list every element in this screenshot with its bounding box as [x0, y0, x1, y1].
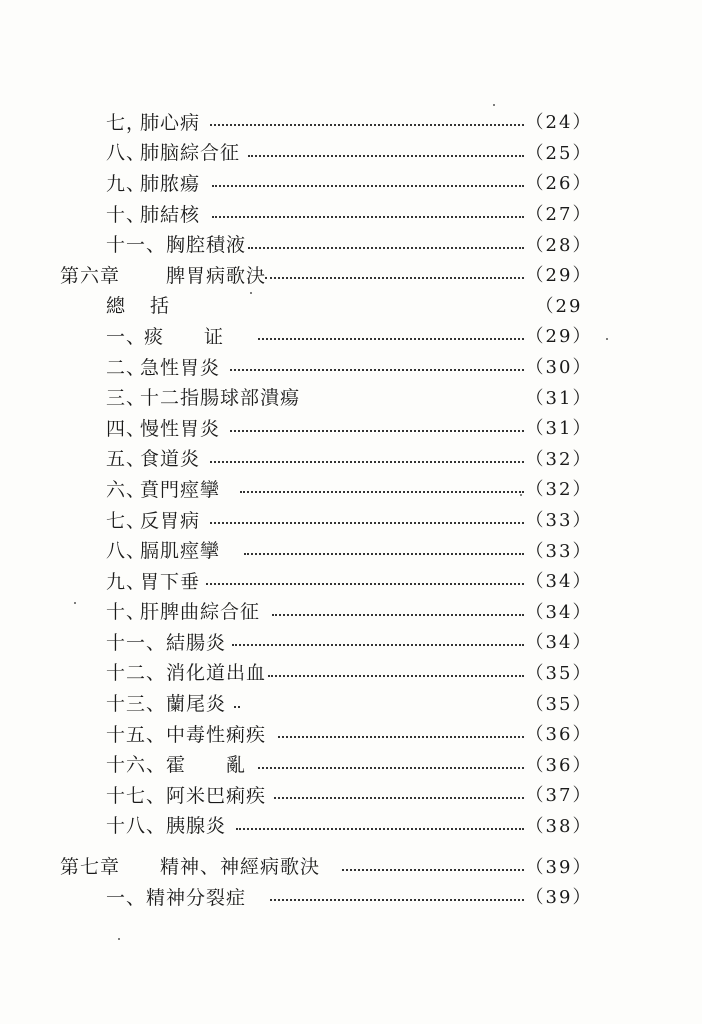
- entry-number: 七，: [106, 111, 147, 134]
- toc-entry[interactable]: [0, 810, 702, 841]
- toc-entry[interactable]: [0, 850, 702, 881]
- dot-leader: [210, 522, 524, 524]
- entry-title: 胰腺炎: [166, 815, 227, 838]
- entry-page-number: （29）: [525, 265, 593, 287]
- toc-entry[interactable]: [0, 504, 702, 535]
- dot-leader: [212, 185, 524, 187]
- entry-title: 蘭尾炎: [166, 693, 227, 716]
- entry-number: 十、: [106, 203, 147, 226]
- entry-number: 十二、: [106, 662, 167, 685]
- entry-title: 肺心病: [140, 111, 201, 134]
- entry-title: 痰 证: [144, 325, 225, 348]
- dot-leader: [232, 644, 524, 646]
- toc-entry[interactable]: [0, 565, 702, 596]
- entry-page-number: （36）: [525, 724, 593, 746]
- entry-page-number: （38）: [525, 815, 593, 837]
- entry-title: 十二指腸球部潰瘍: [140, 387, 301, 410]
- dot-leader: [268, 675, 524, 677]
- entry-page-number: （39）: [525, 856, 593, 878]
- dot-leader: [258, 338, 524, 340]
- speck: [118, 938, 120, 940]
- entry-page-number: （35）: [525, 662, 593, 684]
- dot-leader: [230, 369, 524, 371]
- dot-leader: [230, 430, 524, 432]
- entry-number: 十五、: [106, 723, 167, 746]
- entry-page-number: （29: [535, 295, 583, 317]
- toc-entry[interactable]: [0, 718, 702, 749]
- dot-leader: [258, 767, 524, 769]
- toc-entry[interactable]: [0, 259, 702, 290]
- entry-number: 十一、: [106, 234, 167, 257]
- dot-leader: [342, 869, 524, 871]
- toc-entry[interactable]: [0, 626, 702, 657]
- entry-number: 第六章: [60, 264, 121, 287]
- entry-page-number: （26）: [525, 173, 593, 195]
- dot-leader: [248, 155, 524, 157]
- toc-entry[interactable]: [0, 779, 702, 810]
- toc-entry[interactable]: [0, 228, 702, 259]
- toc-entry[interactable]: [0, 687, 702, 718]
- entry-page-number: （37）: [525, 785, 593, 807]
- entry-page-number: （24）: [525, 112, 593, 134]
- entry-title: 慢性胃炎: [140, 417, 221, 440]
- toc-entry[interactable]: [0, 748, 702, 779]
- entry-title: 霍 亂: [166, 754, 247, 777]
- entry-title: 結腸炎: [166, 631, 227, 654]
- entry-title: 賁門痙攣: [140, 478, 221, 501]
- entry-title: 肺結核: [140, 203, 201, 226]
- toc-entry[interactable]: [0, 534, 702, 565]
- toc-entry[interactable]: [0, 320, 702, 351]
- entry-page-number: （34）: [525, 632, 593, 654]
- entry-number: 十八、: [106, 815, 167, 838]
- toc-entry[interactable]: [0, 137, 702, 168]
- entry-page-number: （30）: [525, 357, 593, 379]
- toc-entry[interactable]: [0, 351, 702, 382]
- entry-number: 十三、: [106, 693, 167, 716]
- dot-leader: [210, 124, 524, 126]
- toc-entry[interactable]: [0, 412, 702, 443]
- entry-page-number: （27）: [525, 204, 593, 226]
- entry-page-number: （34）: [525, 601, 593, 623]
- toc-entry[interactable]: [0, 167, 702, 198]
- entry-number: 四、: [106, 417, 147, 440]
- entry-title: 消化道出血: [166, 662, 267, 685]
- entry-number: 總: [106, 295, 127, 318]
- speck: [493, 104, 495, 106]
- dot-leader: [236, 828, 524, 830]
- speck: [520, 494, 522, 496]
- entry-page-number: （39）: [525, 887, 593, 909]
- entry-title: 括: [150, 295, 171, 318]
- entry-page-number: （32）: [525, 479, 593, 501]
- dot-leader: [265, 277, 524, 279]
- entry-page-number: （29）: [525, 326, 593, 348]
- dot-leader: [244, 553, 524, 555]
- entry-title: 胸腔積液: [166, 234, 247, 257]
- entry-title: 肺脑綜合征: [140, 142, 241, 165]
- entry-title: 中毒性痢疾: [166, 723, 267, 746]
- toc-entry[interactable]: [0, 473, 702, 504]
- toc-entry[interactable]: [0, 381, 702, 412]
- speck: [250, 292, 252, 294]
- dot-leader: [212, 216, 524, 218]
- entry-page-number: （25）: [525, 142, 593, 164]
- entry-number: 八、: [106, 540, 147, 563]
- dot-leader: [240, 491, 524, 493]
- entry-page-number: （28）: [525, 234, 593, 256]
- entry-number: 九、: [106, 172, 147, 195]
- entry-number: 十六、: [106, 754, 167, 777]
- entry-page-number: （36）: [525, 754, 593, 776]
- entry-page-number: （33）: [525, 510, 593, 532]
- entry-number: 六、: [106, 478, 147, 501]
- entry-title: 食道炎: [140, 448, 201, 471]
- entry-title: 急性胃炎: [140, 356, 221, 379]
- table-of-contents: [0, 106, 702, 911]
- dot-leader: [248, 247, 524, 249]
- entry-number: 一、: [106, 886, 147, 909]
- entry-number: 二、: [106, 356, 147, 379]
- dot-leader: [206, 583, 524, 585]
- entry-page-number: （31）: [525, 418, 593, 440]
- entry-title: 阿米巴痢疾: [166, 784, 267, 807]
- entry-title: 反胃病: [140, 509, 201, 532]
- entry-number: 八、: [106, 142, 147, 165]
- dot-leader: [210, 461, 524, 463]
- entry-number: 三、: [106, 387, 147, 410]
- dot-leader: [272, 614, 524, 616]
- entry-page-number: （34）: [525, 571, 593, 593]
- entry-title: 脾胃病歌決: [166, 264, 267, 287]
- toc-entry[interactable]: [0, 443, 702, 474]
- entry-title: 精神、神經病歌決: [160, 856, 321, 879]
- dot-leader: [270, 899, 524, 901]
- entry-title: 肺脓瘍: [140, 172, 201, 195]
- dot-leader: [234, 706, 240, 708]
- dot-leader: [278, 736, 524, 738]
- entry-title: 精神分裂症: [146, 886, 247, 909]
- entry-number: 第七章: [60, 856, 121, 879]
- toc-entry[interactable]: [0, 881, 702, 912]
- entry-number: 九、: [106, 570, 147, 593]
- toc-entry[interactable]: [0, 657, 702, 688]
- entry-number: 十一、: [106, 631, 167, 654]
- entry-page-number: （33）: [525, 540, 593, 562]
- entry-number: 十、: [106, 601, 147, 624]
- entry-number: 一、: [106, 325, 147, 348]
- toc-entry[interactable]: [0, 198, 702, 229]
- entry-title: 胃下垂: [140, 570, 201, 593]
- entry-page-number: （31）: [525, 387, 593, 409]
- speck: [74, 602, 76, 604]
- entry-page-number: （35）: [525, 693, 593, 715]
- dot-leader: [274, 797, 524, 799]
- entry-title: 肝脾曲綜合征: [140, 601, 261, 624]
- entry-number: 五、: [106, 448, 147, 471]
- entry-number: 七、: [106, 509, 147, 532]
- toc-entry[interactable]: [0, 106, 702, 137]
- entry-number: 十七、: [106, 784, 167, 807]
- entry-title: 膈肌痙攣: [140, 540, 221, 563]
- speck: [606, 338, 608, 340]
- entry-page-number: （32）: [525, 448, 593, 470]
- toc-entry[interactable]: [0, 596, 702, 627]
- toc-entry[interactable]: [0, 290, 702, 321]
